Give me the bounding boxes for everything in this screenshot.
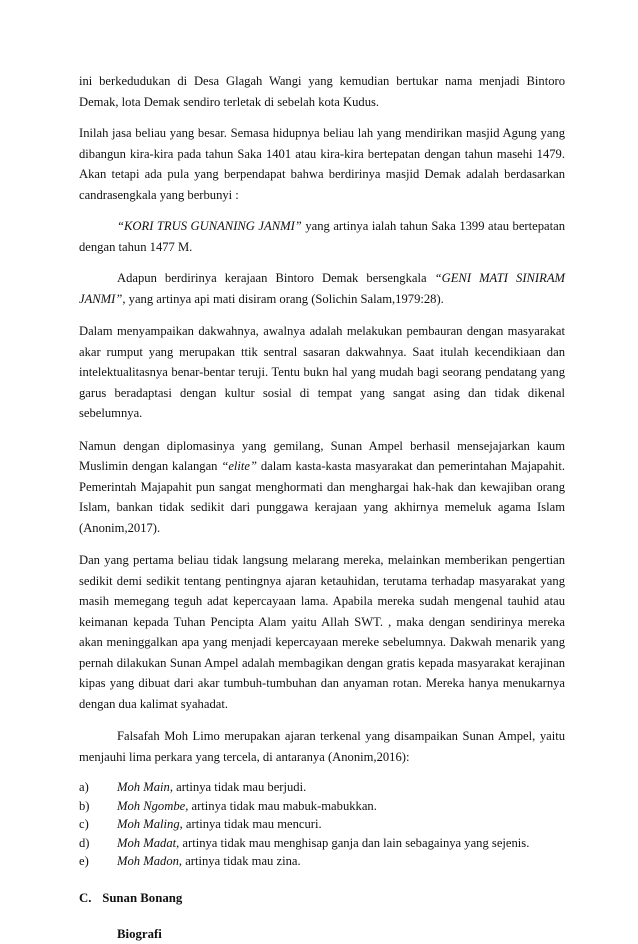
section-subheading: Biografi	[117, 926, 162, 941]
document-page	[79, 71, 565, 944]
list-marker: e)	[79, 854, 89, 869]
paragraph-5: Dalam menyampaikan dakwahnya, awalnya adalah melakukan pembauran dengan masyarakat akar rumput yang merupakan ttik sentral sasaran dakwahnya. Saat itulah kecendikiaan dan intelektualitasnya benar-bentar teruji. Tentu bukn hal yang mudah bagi seorang pendatang yang garus beradaptasi dengan kultur sosial di tempat yang sangat asing dan tidak dikenal sebelumnya.	[79, 324, 565, 420]
list-term: Moh Main	[117, 780, 170, 794]
list-marker: b)	[79, 798, 90, 813]
moh-limo-list	[79, 778, 565, 871]
paragraph-7: Dan yang pertama beliau tidak langsung melarang mereka, melainkan memberikan pengertian sedikit demi sedikit tentang pentingnya ajaran ketauhidan, terutama terhadap masyarakat yang masih memegang teguh adat kepercayaan lama. Apabila mereka sudah mengenal tauhid atau keimanan kepada Tuhan Pencipta Alam yaitu Allah SWT. , maka dengan sendirinya mereka akan meninggalkan apa yang menjadi kepercayaan mereke sebelumnya. Dakwah menarik yang pernah dilakukan Sunan Ampel adalah membagikan dengan gratis kepada masyarakat kerajinan kipas yang dibuat dari akar tumbuh-tumbuhan dan anyaman rotan. Mereka hanya menukarnya dengan dua kalimat syahadat.	[79, 553, 565, 711]
list-item	[79, 797, 565, 816]
elite-term: “elite”	[221, 459, 257, 473]
list-marker: d)	[79, 835, 90, 850]
list-text: , artinya tidak mau mencuri.	[179, 817, 322, 832]
list-term: Moh Ngombe	[117, 798, 186, 813]
list-text: , artinya tidak mau menghisap ganja dan lain sebagainya yang sejenis.	[176, 835, 530, 850]
paragraph-4	[79, 268, 565, 309]
paragraph-6-intro: Namun dengan diplomasinya yang gemilang, Sunan Ampel berhasil mensejajarkan kaum Muslimin dengan kalangan	[79, 438, 565, 473]
paragraph-6	[79, 436, 565, 539]
list-marker: c)	[79, 817, 89, 832]
list-item	[79, 778, 565, 797]
paragraph-6-text: dalam kasta-kasta masyarakat dan pemerintahan Majapahit. Pemerintah Majapahit pun sangat menghormati dan menghargai hak-hak dan kewajiban orang Islam, bankan tidak sedikit dari punggawa kerajaan yang akhirnya memeluk agama Islam (Anonim,2017).	[79, 459, 565, 535]
list-term: Moh Maling	[117, 817, 180, 832]
list-text: , artinya tidak mau mabuk-mabukkan.	[185, 798, 377, 813]
paragraph-8: Falsafah Moh Limo merupakan ajaran terkenal yang disampaikan Sunan Ampel, yaitu menjauhi lima perkara yang tercela, di antaranya (Anonim,2016):	[79, 729, 565, 764]
paragraph-3-text: yang artinya ialah tahun Saka 1399 atau bertepatan dengan tahun 1477 M.	[79, 219, 565, 254]
list-text: , artinya tidak mau berjudi.	[169, 780, 307, 794]
list-term: Moh Madon	[117, 854, 179, 869]
list-marker: a)	[79, 780, 89, 794]
sengkala-quote-1: “KORI TRUS GUNANING JANMI”	[117, 219, 302, 233]
paragraph-2: Inilah jasa beliau yang besar. Semasa hidupnya beliau lah yang mendirikan masjid Agung yang dibangun kira-kira pada tahun Saka 1401 atau kira-kira bertepatan dengan tahun masehi 1479. Akan tetapi ada pula yang berpendapat bahwa berdirinya masjid Demak adalah berdasarkan candrasengkala yang berbunyi :	[79, 126, 565, 202]
paragraph-1: ini berkedudukan di Desa Glagah Wangi yang kemudian bertukar nama menjadi Bintoro Demak, lota Demak sendiro terletak di sebelah kota Kudus.	[79, 74, 565, 109]
list-item	[79, 834, 565, 853]
list-item	[79, 815, 565, 834]
paragraph-4-intro: Adapun berdirinya kerajaan Bintoro Demak bersengkala	[117, 271, 435, 285]
list-item	[79, 852, 565, 871]
section-title: Sunan Bonang	[102, 890, 183, 905]
list-term: Moh Madat	[117, 835, 177, 850]
section-heading	[79, 888, 565, 908]
paragraph-3	[79, 216, 565, 257]
list-text: , artinya tidak mau zina.	[178, 854, 301, 869]
paragraph-4-text: , yang artinya api mati disiram orang (Solichin Salam,1979:28).	[122, 291, 444, 306]
section-number: C.	[79, 890, 92, 905]
sengkala-quote-2: “GENI MATI SINIRAM JANMI”	[79, 271, 566, 306]
